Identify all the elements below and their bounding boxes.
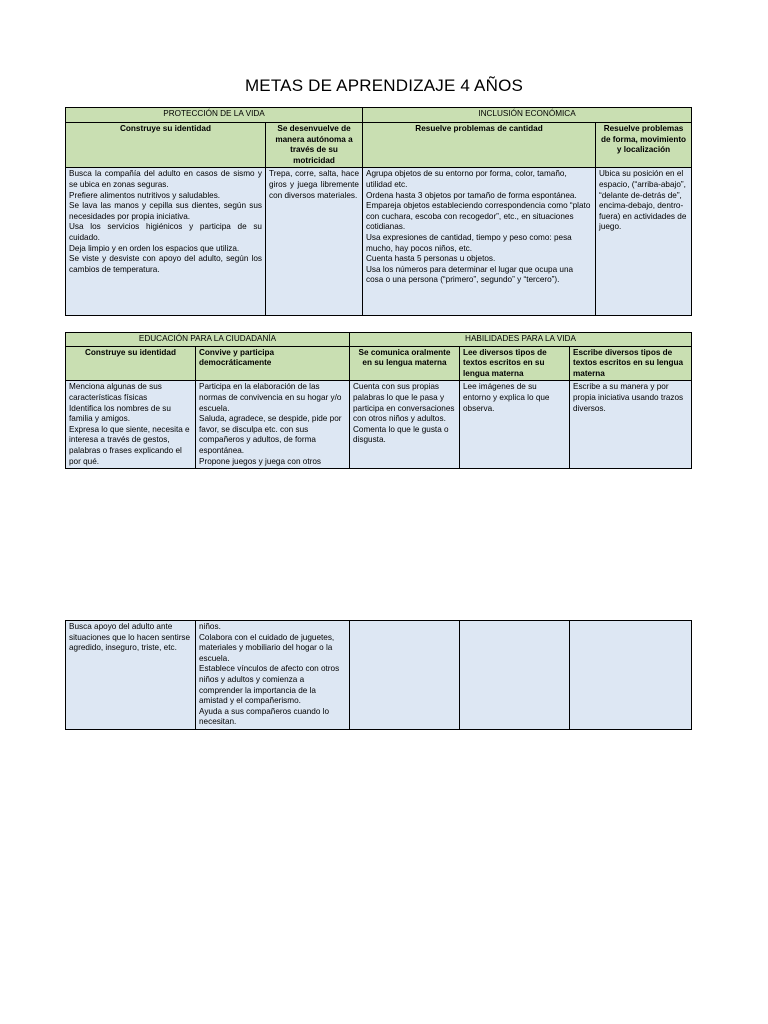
header-construye-identidad: Construye su identidad: [66, 346, 196, 381]
section-inclusion-economica: INCLUSIÓN ECONÓMICA: [363, 108, 692, 123]
header-problemas-cantidad: Resuelve problemas de cantidad: [363, 123, 596, 168]
header-convive-participa: Convive y participa democráticamente: [196, 346, 350, 381]
cell-comunica-oralmente-cont: [350, 621, 460, 730]
section-proteccion-vida: PROTECCIÓN DE LA VIDA: [66, 108, 363, 123]
section-habilidades-vida: HABILIDADES PARA LA VIDA: [350, 333, 692, 347]
cell-convive-participa: Participa en la elaboración de las normas de convivencia en su hogar y/o escuela. Saluda, agradece, se despide, pide por favor, se disculpa etc. con sus compañeros y adultos, de forma espontánea. Propone juegos y juega con otros: [196, 381, 350, 469]
learning-goals-table-1: [65, 107, 692, 316]
cell-escribe-textos: Escribe a su manera y por propia iniciativa usando trazos diversos.: [570, 381, 692, 469]
cell-convive-participa-cont: niños. Colabora con el cuidado de juguetes, materiales y mobiliario del hogar o la escuela. Establece vínculos de afecto con otros niños y adultos y comienza a comprender la importancia de la amistad y el compañerismo. Ayuda a sus compañeros cuando lo necesitan.: [196, 621, 350, 730]
cell-construye-identidad: Busca la compañía del adulto en casos de sismo y se ubica en zonas seguras. Prefiere alimentos nutritivos y saludables. Se lava las manos y cepilla sus dientes, según sus necesidades por propia iniciativa. Usa los servicios higiénicos y participa de su cuidado. Deja limpio y en orden los espacios que utiliza. Se viste y desviste con apoyo del adulto, según los cambios de temperatura.: [66, 168, 266, 316]
header-lee-textos: Lee diversos tipos de textos escritos en su lengua materna: [460, 346, 570, 381]
cell-construye-identidad: Menciona algunas de sus características físicas Identifica los nombres de su familia y amigos. Expresa lo que siente, necesita e interesa a través de gestos, palabras o frases explicando el por qué.: [66, 381, 196, 469]
cell-desenvuelve-motricidad: Trepa, corre, salta, hace giros y juega libremente con diversos materiales.: [266, 168, 363, 316]
page-title: METAS DE APRENDIZAJE 4 AÑOS: [244, 76, 524, 95]
learning-goals-table-2-continued: [65, 620, 692, 730]
header-comunica-oralmente: Se comunica oralmente en su lengua materna: [350, 346, 460, 381]
header-desenvuelve-motricidad: Se desenvuelve de manera autónoma a través de su motricidad: [266, 123, 363, 168]
header-problemas-forma: Resuelve problemas de forma, movimiento y localización: [596, 123, 692, 168]
cell-problemas-forma: Ubica su posición en el espacio, (“arriba-abajo”, “delante de-detrás de”, encima-debajo, dentro-fuera) en actividades de juego.: [596, 168, 692, 316]
section-educacion-ciudadania: EDUCACIÓN PARA LA CIUDADANÍA: [66, 333, 350, 347]
cell-escribe-textos-cont: [570, 621, 692, 730]
cell-lee-textos-cont: [460, 621, 570, 730]
learning-goals-table-2: [65, 332, 692, 469]
cell-construye-identidad-cont: Busca apoyo del adulto ante situaciones que lo hacen sentirse agredido, inseguro, triste, etc.: [66, 621, 196, 730]
header-construye-identidad: Construye su identidad: [66, 123, 266, 168]
header-escribe-textos: Escribe diversos tipos de textos escritos en su lengua materna: [570, 346, 692, 381]
cell-comunica-oralmente: Cuenta con sus propias palabras lo que le pasa y participa en conversaciones con otros niños y adultos. Comenta lo que le gusta o disgusta.: [350, 381, 460, 469]
cell-lee-textos: Lee imágenes de su entorno y explica lo que observa.: [460, 381, 570, 469]
cell-problemas-cantidad: Agrupa objetos de su entorno por forma, color, tamaño, utilidad etc. Ordena hasta 3 objetos por tamaño de forma espontánea. Empareja objetos estableciendo correspondencia como “plato con cuchara, escoba con recogedor”, etc., en situaciones cotidianas. Usa expresiones de cantidad, tiempo y peso como: pesa mucho, hay pocos niños, etc. Cuenta hasta 5 personas u objetos. Usa los números para determinar el lugar que ocupa una cosa o una persona (“primero”, segundo” y “tercero”).: [363, 168, 596, 316]
